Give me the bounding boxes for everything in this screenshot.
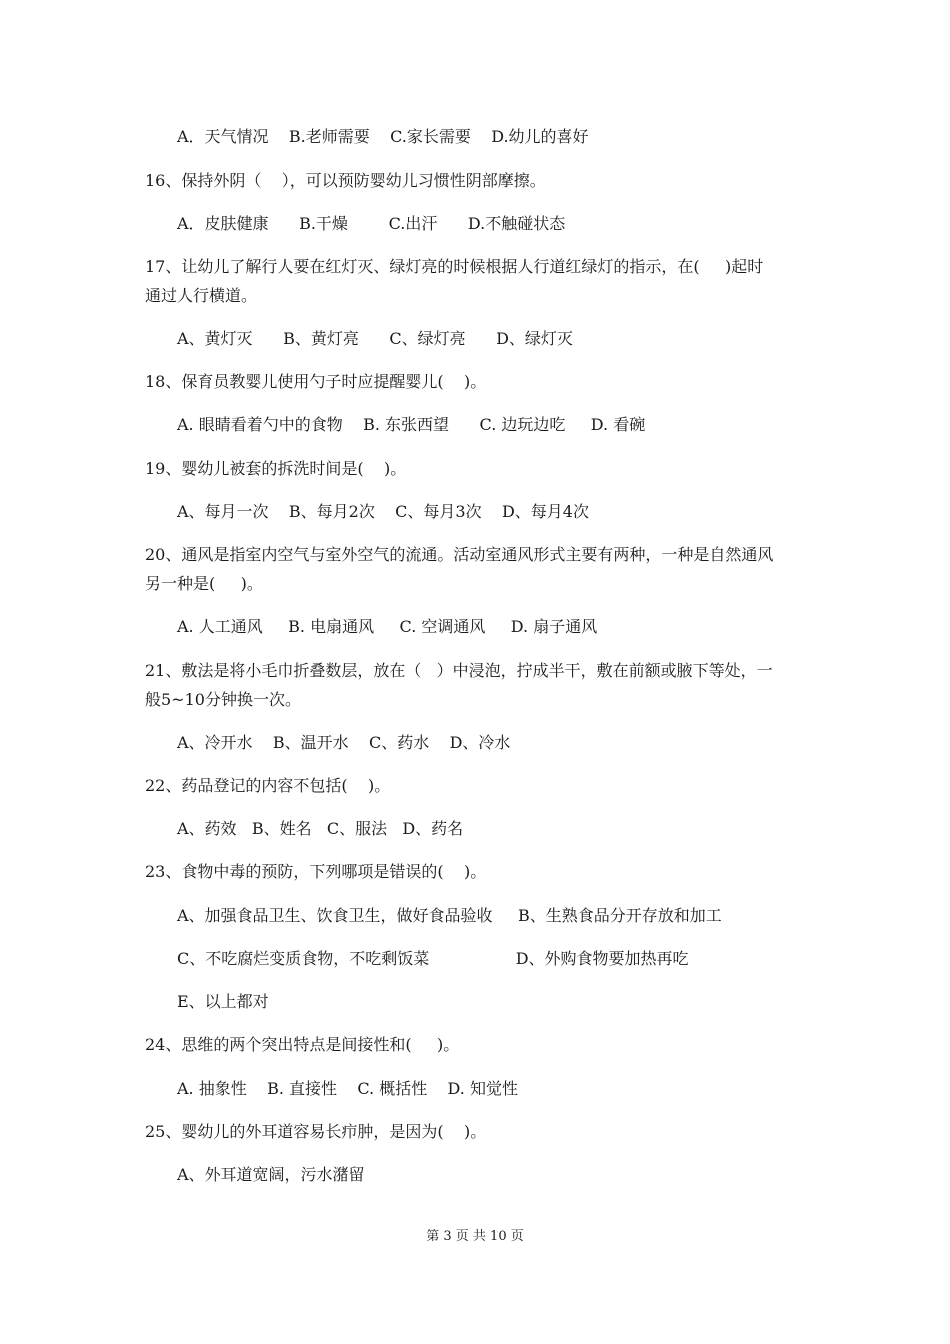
- question-line: 16、保持外阴（ ），可以预防婴幼儿习惯性阴部摩擦。: [145, 171, 546, 190]
- question-line: 22、药品登记的内容不包括( )。: [145, 776, 391, 795]
- option-line: A、黄灯灭 B、黄灯亮 C、绿灯亮 D、绿灯灭: [177, 329, 573, 348]
- option-line: A、加强食品卫生、饮食卫生，做好食品验收 B、生熟食品分开存放和加工: [177, 906, 722, 925]
- option-line: A．天气情况 B.老师需要 C.家长需要 D.幼儿的喜好: [177, 127, 589, 146]
- option-line: A．皮肤健康 B.干燥 C.出汗 D.不触碰状态: [177, 214, 566, 233]
- option-line: C、不吃腐烂变质食物，不吃剩饭菜 D、外购食物要加热再吃: [177, 949, 689, 968]
- question-line: 17、让幼儿了解行人要在红灯灭、绿灯亮的时候根据人行道红绿灯的指示，在( )起时: [145, 257, 764, 276]
- option-line: A、药效 B、姓名 C、服法 D、药名: [177, 819, 464, 838]
- option-line: A、每月一次 B、每月2次 C、每月3次 D、每月4次: [177, 502, 589, 521]
- page-footer: 第 3 页 共 10 页: [426, 1229, 524, 1244]
- option-line: A、外耳道宽阔，污水潴留: [177, 1165, 365, 1184]
- question-line: 般5~10分钟换一次。: [145, 690, 301, 709]
- option-line: A. 人工通风 B. 电扇通风 C. 空调通风 D. 扇子通风: [177, 617, 598, 636]
- question-line: 19、婴幼儿被套的拆洗时间是( )。: [145, 459, 407, 478]
- option-line: A. 眼睛看着勺中的食物 B. 东张西望 C. 边玩边吃 D. 看碗: [177, 415, 646, 434]
- question-line: 18、保育员教婴儿使用勺子时应提醒婴儿( )。: [145, 372, 487, 391]
- question-line: 另一种是( )。: [145, 574, 263, 593]
- option-line: A、冷开水 B、温开水 C、药水 D、冷水: [177, 733, 511, 752]
- question-line: 25、婴幼儿的外耳道容易长疖肿，是因为( )。: [145, 1122, 487, 1141]
- option-line: A. 抽象性 B. 直接性 C. 概括性 D. 知觉性: [177, 1079, 518, 1098]
- question-line: 通过人行横道。: [145, 286, 258, 305]
- question-line: 23、食物中毒的预防，下列哪项是错误的( )。: [145, 862, 487, 881]
- question-line: 24、思维的两个突出特点是间接性和( )。: [145, 1035, 460, 1054]
- option-line: E、以上都对: [177, 992, 269, 1011]
- question-line: 21、敷法是将小毛巾折叠数层，放在（ ）中浸泡，拧成半干，敷在前额或腋下等处，一: [145, 661, 773, 680]
- question-line: 20、通风是指室内空气与室外空气的流通。活动室通风形式主要有两种，一种是自然通风: [145, 545, 774, 564]
